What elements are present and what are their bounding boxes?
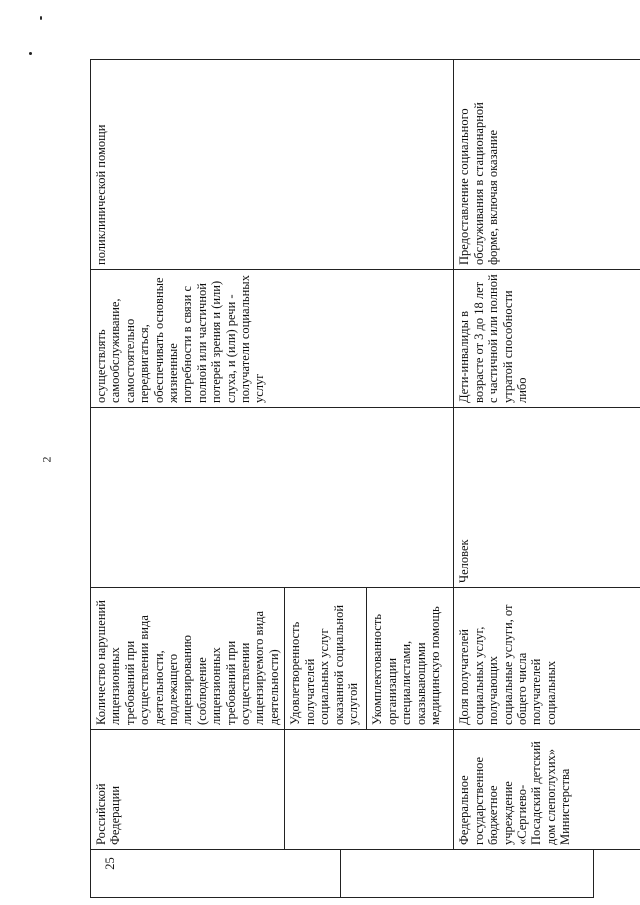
table-container	[90, 60, 594, 850]
institution-cell: Федеральное государственное бюджетное учреждение «Сергиево-Посадский детский дом слепоглухих» Министерства	[454, 730, 640, 850]
table-row	[91, 60, 285, 850]
scan-speck	[29, 52, 32, 55]
indicator-cell: Укомплектованность организации специалистами, оказывающими медицинскую помощь	[367, 588, 454, 730]
services-table	[90, 59, 640, 850]
blank-cell	[91, 408, 454, 588]
unit-cell: Человек	[454, 408, 640, 588]
indicator-cell: Удовлетворенность получателей социальных услуг оказанной социальной услугой	[285, 588, 367, 730]
service-cell: поликлинической помощи	[91, 60, 454, 270]
row-number: 25	[102, 857, 117, 870]
scan-speck	[40, 16, 42, 20]
rotated-page	[90, 60, 594, 850]
indicator-cell: Количество нарушений лицензионных требований при осуществлении вида деятельности, подлежащего лицензированию (соблюдение лицензионных требований при осуществлении лицензируемого вида деятельности)	[91, 588, 285, 730]
service-cell: Предоставление социального обслуживания в стационарной форме, включая оказание	[454, 60, 640, 270]
page-number: 2	[39, 456, 54, 463]
recipients-cell: осуществлять самообслуживание, самостоятельно передвигаться, обеспечивать основные жизненные потребности в связи с полной или частичной потерей зрения и (или) слуха, и (или) речи - получатели социальных услуг	[91, 270, 454, 408]
institution-cell: Российской Федерации	[91, 730, 285, 850]
table-row	[454, 60, 640, 850]
row-number-column	[90, 850, 594, 899]
indicator-cell: Доля получателей социальных услуг, получающих социальные услуги, от общего числа получателей социальных	[454, 588, 640, 730]
blank-cell	[285, 730, 454, 850]
recipients-cell: Дети-инвалиды в возрасте от 3 до 18 лет с частичной или полной утратой способности либо	[454, 270, 640, 408]
